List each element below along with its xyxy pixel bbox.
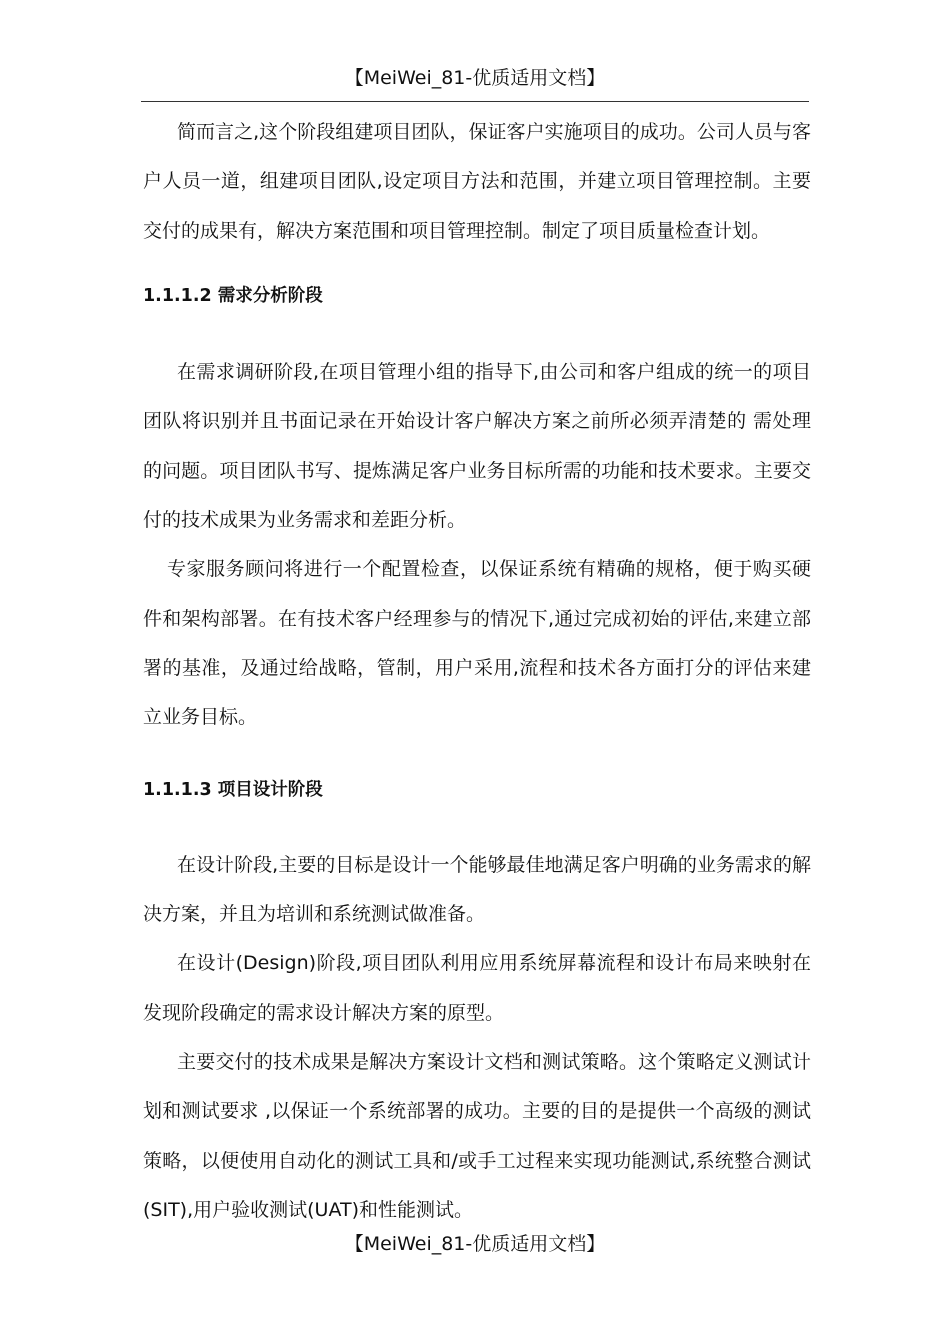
intro-paragraph: 简而言之,这个阶段组建项目团队，保证客户实施项目的成功。公司人员与客户人员一道，组建项目团队,设定项目方法和范围，并建立项目管理控制。主要交付的成果有，解决方案范围和项目管理控制。制定了项目质量检查计划。 — [143, 121, 811, 242]
section-heading-requirements: 1.1.1.2 需求分析阶段 — [143, 285, 323, 306]
design-paragraph-1: 在设计阶段,主要的目标是设计一个能够最佳地满足客户明确的业务需求的解决方案，并且为培训和系统测试做准备。 — [143, 853, 811, 926]
design-paragraph-3: 主要交付的技术成果是解决方案设计文档和测试策略。这个策略定义测试计划和测试要求 ,以保证一个系统部署的成功。主要的目的是提供一个高级的测试策略，以便使用自动化的测试工具和/或手工过程来实现功能测试,系统整合测试(SIT),用户验收测试(UAT)和性能测试。 — [143, 1051, 811, 1221]
design-paragraph-2: 在设计(Design)阶段,项目团队利用应用系统屏幕流程和设计布局来映射在发现阶段确定的需求设计解决方案的原型。 — [143, 952, 811, 1024]
page-footer: 【MeiWei_81-优质适用文档】 — [344, 1233, 606, 1255]
document-body — [143, 108, 811, 1235]
page-header: 【MeiWei_81-优质适用文档】 — [344, 67, 606, 89]
requirements-paragraph-1: 在需求调研阶段,在项目管理小组的指导下,由公司和客户组成的统一的项目团队将识别并且书面记录在开始设计客户解决方案之前所必须弄清楚的 需处理的问题。项目团队书写、提炼满足客户业务目标所需的功能和技术要求。主要交付的技术成果为业务需求和差距分析。 — [143, 361, 811, 532]
section-heading-design: 1.1.1.3 项目设计阶段 — [143, 779, 323, 800]
requirements-paragraph-2: 专家服务顾问将进行一个配置检查，以保证系统有精确的规格，便于购买硬件和架构部署。在有技术客户经理参与的情况下,通过完成初始的评估,来建立部署的基准，及通过给战略，管制，用户采用,流程和技术各方面打分的评估来建立业务目标。 — [143, 558, 811, 729]
header-divider — [141, 101, 809, 102]
